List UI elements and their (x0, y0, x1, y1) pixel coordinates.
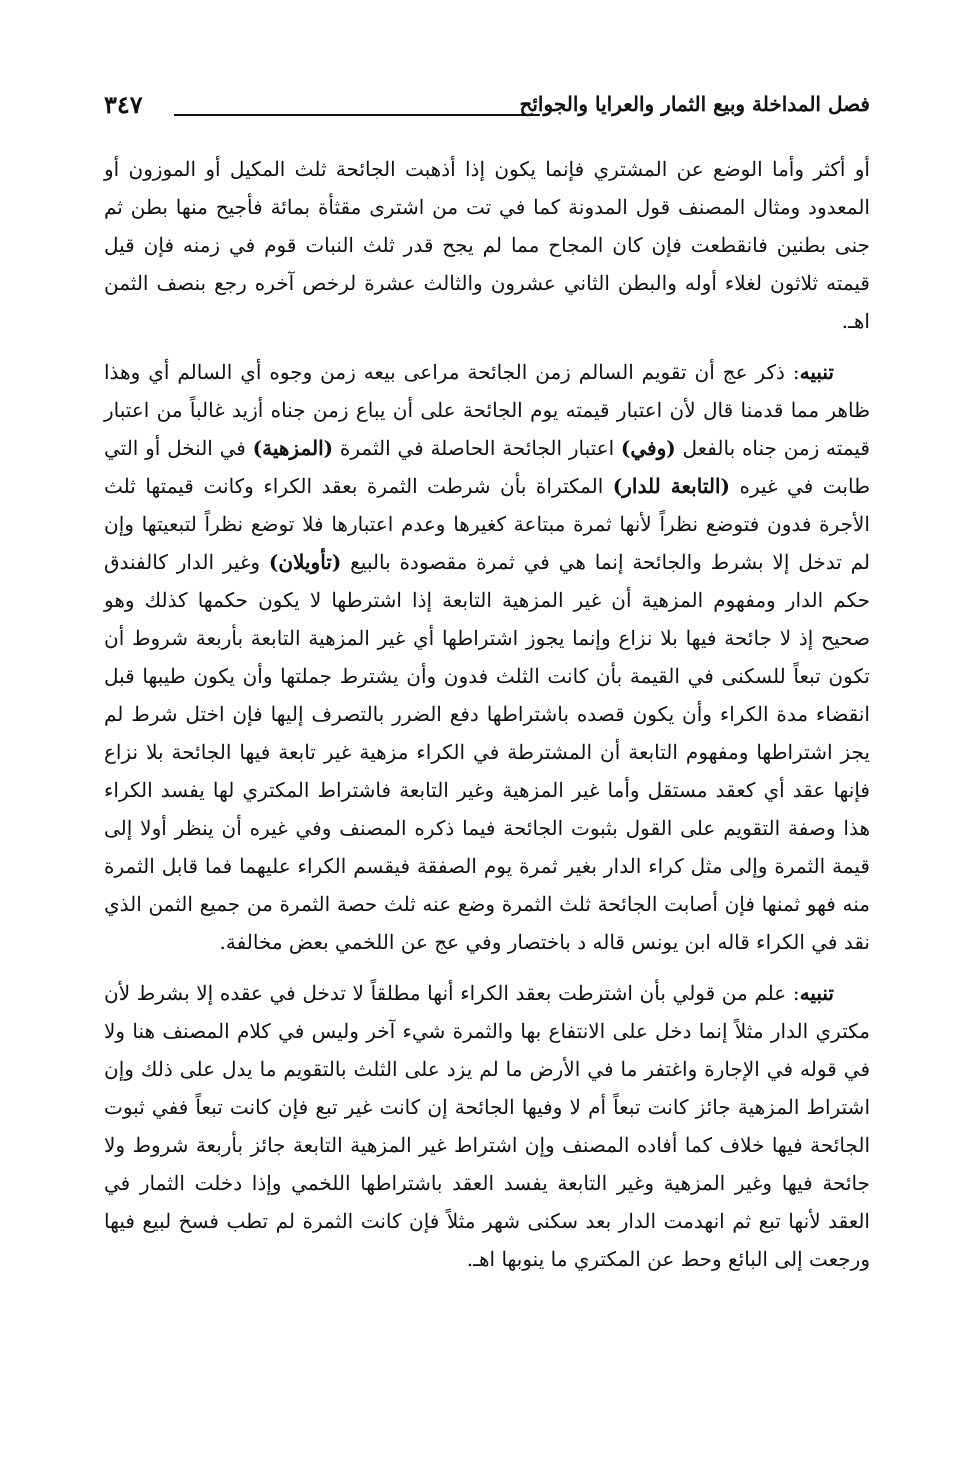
paragraph-2-text-5: وغير الدار كالفندق حكم الدار ومفهوم المزهية أن غير المزهية التابعة إذا اشترطها لا يكون حكمها كذلك وهو صحيح إذ لا جائحة فيها بلا نزاع وإنما يجوز اشتراطها أي غير المزهية التابعة بأربعة شروط أن تكون تبعاً للسكنى في القيمة بأن كانت الثلث فدون وأن يشترط جملتها وأن يكون طيبها قبل انقضاء مدة الكراء وأن يكون قصده باشتراطها دفع الضرر بالتصرف إليها فإن اختل شرط لم يجز اشتراطها ومفهوم التابعة أن المشترطة في الكراء مزهية غير تابعة فيها الجائحة بلا نزاع فإنها عقد أي كعقد مستقل وأما غير المزهية وغير التابعة فاشتراط المكتري لها يفسد الكراء هذا وصفة التقويم على القول بثبوت الجائحة فيما ذكره المصنف وفي غيره أن ينظر أولا إلى قيمة الثمرة وإلى مثل كراء الدار بغير ثمرة يوم الصفقة فيقسم الكراء عليهما فما قابل الثمرة منه فهو ثمنها فإن أصابت الجائحة ثلث الثمرة وضع عنه ثلث حصة الثمرة من جميع الثمن الذي نقد في الكراء قاله ابن يونس قاله د باختصار وفي عج عن اللخمي بعض مخالفة. (104, 550, 870, 954)
matn-wa-fi: (وفي) (620, 436, 676, 460)
paragraph-2-text-3: في النخل أو التي طابت في غيره (104, 436, 870, 498)
chapter-title: فصل المداخلة وبيع الثمار والعرايا والجوائح (519, 92, 870, 116)
running-header (104, 92, 870, 128)
matn-tabia-lil-dar: (التابعة للدار) (612, 474, 730, 498)
paragraph-3-text: : علم من قولي بأن اشترطت بعقد الكراء أنها مطلقاً لا تدخل في عقده إلا بشرط لأن مكتري الدار مثلاً إنما دخل على الانتفاع بها والثمرة شيء آخر وليس في كلام المصنف هنا ولا في قوله في الإجارة واغتفر ما في الأرض ما لم يزد على الثلث بالتقويم ما يدل على ذلك وإن اشتراط المزهية جائز كانت تبعاً أم لا وفيها الجائحة إن كانت غير تبع فإن كانت تبعاً ففي ثبوت الجائحة فيها خلاف كما أفاده المصنف وإن اشتراط غير المزهية التابعة جائز بأربعة شروط ولا جائحة فيها وغير المزهية وغير التابعة يفسد العقد باشتراطها اللخمي وإذا دخلت الثمار في العقد لأنها تبع ثم انهدمت الدار بعد سكنى شهر مثلاً فإن كانت الثمرة لم تطب فسخ لبيع فيها ورجعت إلى البائع وحط عن المكتري ما ينوبها اهـ. (104, 981, 870, 1271)
matn-tawilan: (تأويلان) (268, 550, 342, 574)
matn-muzhiya: (المزهية) (252, 436, 334, 460)
main-text (104, 150, 870, 1278)
paragraph-3 (104, 974, 870, 1278)
paragraph-2 (104, 353, 870, 961)
paragraph-1: أو أكثر وأما الوضع عن المشتري فإنما يكون إذا أذهبت الجائحة ثلث المكيل أو الموزون أو المعدود ومثال المصنف قول المدونة كما في تت من اشترى مقثأة بمائة فأجيح منها بطن ثم جنى بطنين فانقطعت فإن كان المجاح مما لم يجح قدر ثلث النبات قوم في زمنه فإن قيل قيمته ثلاثون لغلاء أوله والبطن الثاني عشرون والثالث عشرة لرخص آخره رجع بنصف الثمن اهـ. (104, 157, 870, 333)
header-rule (174, 114, 540, 116)
paragraph-2-text-2: اعتبار الجائحة الحاصلة في الثمرة (333, 436, 621, 460)
note-label: تنبيه (799, 360, 834, 384)
note-label: تنبيه (799, 981, 834, 1005)
paragraph-2-text-4: المكتراة بأن شرطت الثمرة بعقد الكراء وكانت قيمتها ثلث الأجرة فدون فتوضع نظراً لأنها ثمرة مبتاعة كغيرها وعدم اعتبارها فلا توضع نظراً لتبعيتها وإن لم تدخل إلا بشرط والجائحة إنما هي في ثمرة مقصودة بالبيع (104, 474, 871, 574)
paragraph-2-text-1: : ذكر عج أن تقويم السالم زمن الجائحة مراعى بيعه زمن وجوه أي السالم أي وهذا ظاهر مما قدمنا قال لأن اعتبار قيمته يوم الجائحة على أن يباع زمن جناه أزيد غالباً من اعتبار قيمته زمن جناه بالفعل (104, 360, 870, 460)
page-number: ٣٤٧ (104, 90, 143, 119)
